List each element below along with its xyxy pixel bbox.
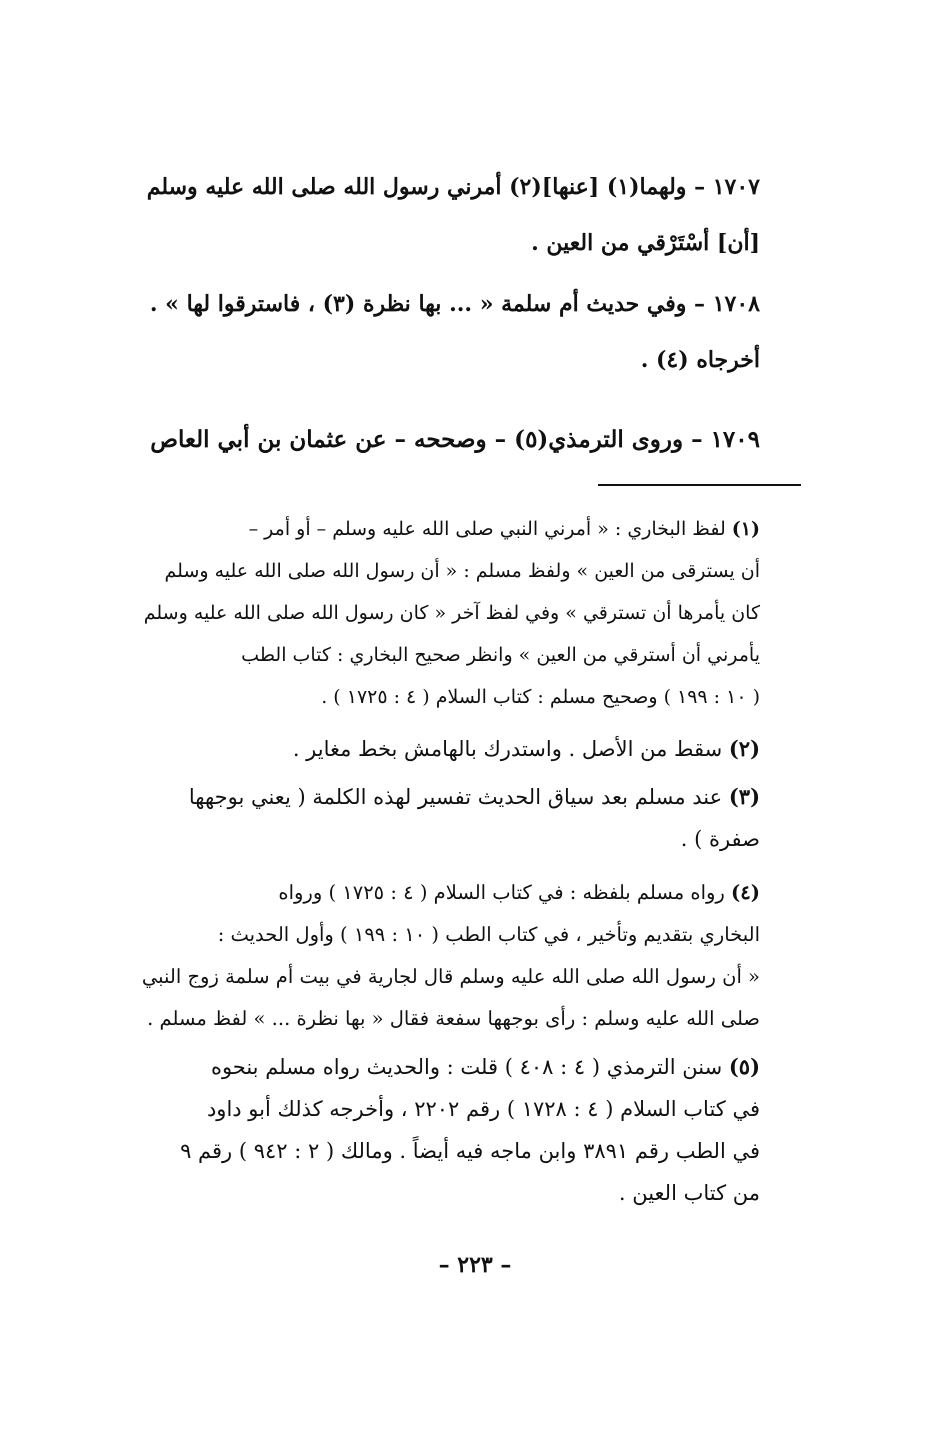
- hadith-1708-line-1: ١٧٠٨ – وفي حديث أم سلمة « ... بها نظرة (٣) ، فاسترقوا لها » .: [149, 291, 760, 317]
- footnote-2: [293, 728, 760, 770]
- hadith-1709-line-1: ١٧٠٩ – وروى الترمذي(٥) – وصححه – عن عثمان بن أبي العاص: [150, 426, 760, 453]
- hadith-1708-line-2: أخرجاه (٤) .: [640, 347, 760, 373]
- footnote-2-text: سقط من الأصل . واستدرك بالهامش بخط مغاير .: [292, 737, 729, 761]
- footnote-5: [180, 1046, 760, 1214]
- footnote-4-line-1: [142, 872, 760, 914]
- footnote-divider: [598, 484, 801, 486]
- footnote-3-line-2: صفرة ) .: [680, 827, 760, 851]
- footnote-1-line-5: ( ١٠ : ١٩٩ ) وصحيح مسلم : كتاب السلام ( ٤ : ١٧٢٥ ) .: [321, 686, 760, 708]
- footnote-1-line-2: أن يسترقى من العين » ولفظ مسلم : « أن رسول الله صلى الله عليه وسلم: [164, 560, 760, 582]
- footnote-4-number: (٤): [731, 881, 760, 904]
- footnote-2-number: (٢): [728, 736, 760, 761]
- footnote-4-line-4: صلى الله عليه وسلم : رأى بوجهها سفعة فقال « بها نظرة ... » لفظ مسلم .: [147, 1007, 760, 1030]
- footnote-4-text: رواه مسلم بلفظه : في كتاب السلام ( ٤ : ١٧٢٥ ) ورواه: [278, 881, 732, 904]
- footnote-1-number: (١): [731, 518, 760, 540]
- footnote-4-line-3: « أن رسول الله صلى الله عليه وسلم قال لجارية في بيت أم سلمة زوج النبي: [141, 965, 760, 988]
- footnote-3-text: عند مسلم بعد سياق الحديث تفسير لهذه الكلمة ( يعني بوجهها: [188, 785, 729, 809]
- footnote-5-text: سنن الترمذي ( ٤ : ٤٠٨ ) قلت : والحديث رواه مسلم بنحوه: [210, 1055, 729, 1079]
- footnote-1-line-4: يأمرني أن أسترقي من العين » وانظر صحيح البخاري : كتاب الطب: [241, 644, 760, 666]
- hadith-1709: [150, 412, 760, 468]
- footnote-3-number: (٣): [728, 784, 760, 809]
- footnote-1-line-3: كان يأمرها أن تسترقي » وفي لفظ آخر « كان رسول الله صلى الله عليه وسلم: [143, 602, 760, 624]
- page-number: – ٢٢٣ –: [438, 1252, 512, 1278]
- footnote-1-line-1: [144, 508, 760, 550]
- footnote-4: [142, 872, 760, 1040]
- hadith-1707: [147, 159, 760, 271]
- hadith-1707-line-1: ١٧٠٧ – ولهما(١) [عنها](٢) أمرني رسول الله صلى الله عليه وسلم: [146, 174, 760, 200]
- footnote-3: [189, 776, 760, 860]
- footnote-2-line-1: [293, 728, 760, 770]
- footnote-1-text: لفظ البخاري : « أمرني النبي صلى الله عليه وسلم – أو أمر –: [248, 518, 732, 540]
- footnote-3-line-1: [189, 776, 760, 818]
- footnote-5-line-4: من كتاب العين .: [618, 1181, 760, 1205]
- footnote-4-line-2: البخاري بتقديم وتأخير ، في كتاب الطب ( ١٠ : ١٩٩ ) وأول الحديث :: [217, 923, 760, 946]
- footnote-5-number: (٥): [728, 1054, 760, 1079]
- hadith-1708: [150, 276, 760, 388]
- hadith-1707-line-2: [أن] أسْتَرْقي من العين .: [531, 230, 760, 256]
- footnote-5-line-1: [180, 1046, 760, 1088]
- footnote-5-line-3: في الطب رقم ٣٨٩١ وابن ماجه فيه أيضاً . ومالك ( ٢ : ٩٤٢ ) رقم ٩: [180, 1139, 760, 1163]
- footnote-1: [144, 508, 760, 718]
- footnote-5-line-2: في كتاب السلام ( ٤ : ١٧٢٨ ) رقم ٢٢٠٢ ، وأخرجه كذلك أبو داود: [206, 1097, 760, 1121]
